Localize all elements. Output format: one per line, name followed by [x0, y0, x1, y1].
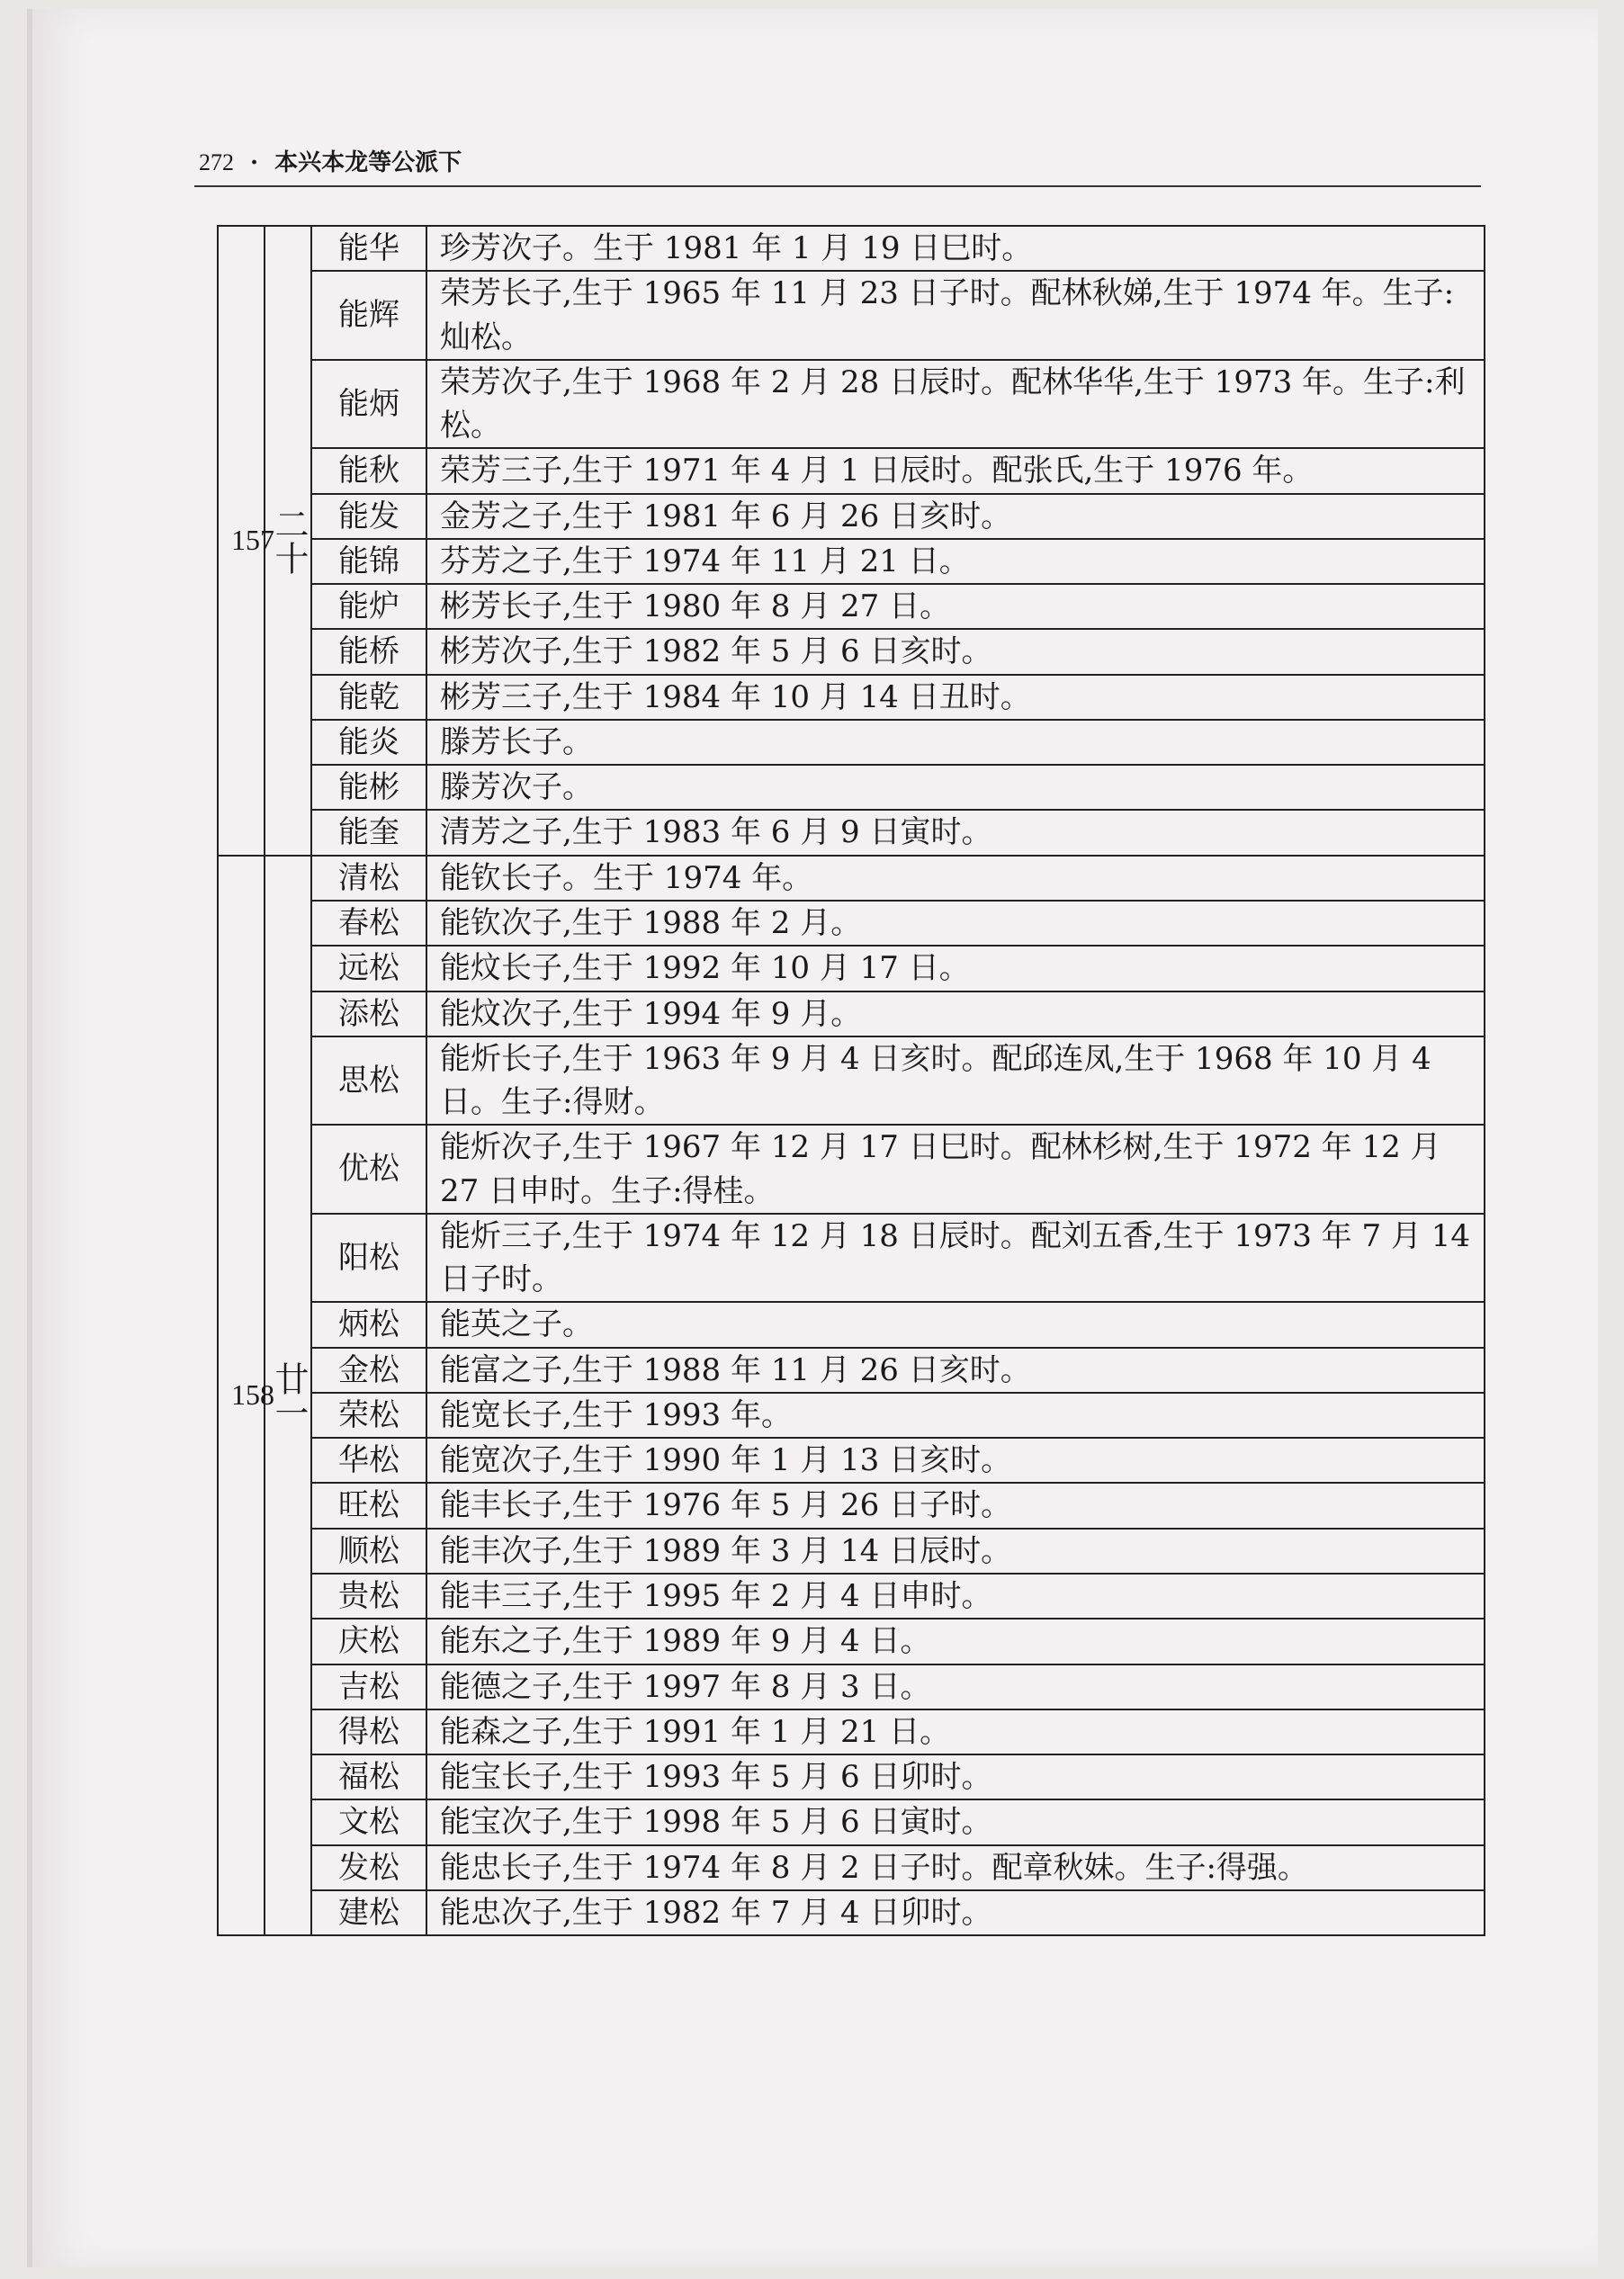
person-description: 能炘长子,生于 1963 年 9 月 4 日亥时。配邱连凤,生于 1968 年 10 月 4 日。生子:得财。	[426, 1036, 1485, 1126]
person-name: 思松	[311, 1036, 426, 1126]
table-row	[218, 539, 1485, 584]
person-name: 能奎	[311, 810, 426, 855]
person-description: 能宽次子,生于 1990 年 1 月 13 日亥时。	[426, 1438, 1485, 1483]
group-number: 157	[218, 226, 265, 856]
person-name: 能炳	[311, 360, 426, 449]
table-row	[218, 360, 1485, 449]
table-row	[218, 1619, 1485, 1664]
person-name: 文松	[311, 1799, 426, 1844]
table-row	[218, 1036, 1485, 1126]
person-description: 能钦长子。生于 1974 年。	[426, 856, 1485, 901]
person-description: 清芳之子,生于 1983 年 6 月 9 日寅时。	[426, 810, 1485, 855]
table-row	[218, 1348, 1485, 1393]
page-number: 272	[199, 149, 234, 175]
person-name: 贵松	[311, 1574, 426, 1619]
person-description: 彬芳长子,生于 1980 年 8 月 27 日。	[426, 584, 1485, 629]
person-name: 吉松	[311, 1664, 426, 1709]
person-name: 顺松	[311, 1529, 426, 1574]
table-row	[218, 1845, 1485, 1890]
table-row	[218, 1302, 1485, 1347]
person-description: 滕芳长子。	[426, 720, 1485, 765]
person-description: 能忠长子,生于 1974 年 8 月 2 日子时。配章秋妹。生子:得强。	[426, 1845, 1485, 1890]
table-row	[218, 1214, 1485, 1303]
person-description: 金芳之子,生于 1981 年 6 月 26 日亥时。	[426, 494, 1485, 539]
person-name: 清松	[311, 856, 426, 901]
table-row	[218, 494, 1485, 539]
person-description: 能炘三子,生于 1974 年 12 月 18 日辰时。配刘五香,生于 1973 年 7 月 14 日子时。	[426, 1214, 1485, 1303]
person-description: 荣芳次子,生于 1968 年 2 月 28 日辰时。配林华华,生于 1973 年。生子:利松。	[426, 360, 1485, 449]
person-description: 能炆长子,生于 1992 年 10 月 17 日。	[426, 946, 1485, 991]
person-name: 能乾	[311, 675, 426, 720]
person-description: 能富之子,生于 1988 年 11 月 26 日亥时。	[426, 1348, 1485, 1393]
person-name: 能炎	[311, 720, 426, 765]
table-row	[218, 271, 1485, 360]
person-name: 能炉	[311, 584, 426, 629]
person-description: 彬芳三子,生于 1984 年 10 月 14 日丑时。	[426, 675, 1485, 720]
person-name: 优松	[311, 1125, 426, 1214]
person-description: 能丰三子,生于 1995 年 2 月 4 日申时。	[426, 1574, 1485, 1619]
person-name: 能华	[311, 226, 426, 271]
generation-label: 二十	[265, 226, 311, 856]
table-row	[218, 946, 1485, 991]
person-name: 建松	[311, 1890, 426, 1935]
person-description: 彬芳次子,生于 1982 年 5 月 6 日亥时。	[426, 629, 1485, 674]
person-description: 能炘次子,生于 1967 年 12 月 17 日巳时。配林杉树,生于 1972 年 12 月 27 日申时。生子:得桂。	[426, 1125, 1485, 1214]
header-separator: ·	[250, 149, 259, 176]
person-description: 荣芳三子,生于 1971 年 4 月 1 日辰时。配张氏,生于 1976 年。	[426, 448, 1485, 493]
header-title: 本兴本龙等公派下	[274, 149, 462, 176]
person-description: 能钦次子,生于 1988 年 2 月。	[426, 901, 1485, 946]
table-row	[218, 1483, 1485, 1528]
table-row	[218, 1574, 1485, 1619]
table-row	[218, 629, 1485, 674]
person-name: 金松	[311, 1348, 426, 1393]
person-name: 能辉	[311, 271, 426, 360]
person-description: 能炆次子,生于 1994 年 9 月。	[426, 991, 1485, 1036]
genealogy-table	[217, 225, 1485, 1936]
person-name: 华松	[311, 1438, 426, 1483]
person-description: 能忠次子,生于 1982 年 7 月 4 日卯时。	[426, 1890, 1485, 1935]
person-description: 能英之子。	[426, 1302, 1485, 1347]
person-name: 庆松	[311, 1619, 426, 1664]
person-name: 阳松	[311, 1214, 426, 1303]
person-name: 能发	[311, 494, 426, 539]
person-name: 能锦	[311, 539, 426, 584]
table-row	[218, 675, 1485, 720]
person-name: 能彬	[311, 765, 426, 810]
group-number: 158	[218, 856, 265, 1935]
table-row	[218, 901, 1485, 946]
person-description: 珍芳次子。生于 1981 年 1 月 19 日巳时。	[426, 226, 1485, 271]
person-description: 能宽长子,生于 1993 年。	[426, 1393, 1485, 1438]
person-name: 能桥	[311, 629, 426, 674]
person-description: 能德之子,生于 1997 年 8 月 3 日。	[426, 1664, 1485, 1709]
person-description: 荣芳长子,生于 1965 年 11 月 23 日子时。配林秋娣,生于 1974 年。生子:灿松。	[426, 271, 1485, 360]
person-description: 能丰次子,生于 1989 年 3 月 14 日辰时。	[426, 1529, 1485, 1574]
person-name: 福松	[311, 1754, 426, 1799]
person-description: 能东之子,生于 1989 年 9 月 4 日。	[426, 1619, 1485, 1664]
table-row	[218, 720, 1485, 765]
person-name: 能秋	[311, 448, 426, 493]
table-row	[218, 1799, 1485, 1844]
person-name: 添松	[311, 991, 426, 1036]
person-description: 能宝长子,生于 1993 年 5 月 6 日卯时。	[426, 1754, 1485, 1799]
table-row	[218, 1393, 1485, 1438]
person-name: 春松	[311, 901, 426, 946]
table-row	[218, 448, 1485, 493]
person-name: 炳松	[311, 1302, 426, 1347]
book-page	[27, 9, 1598, 2267]
table-row	[218, 1125, 1485, 1214]
person-description: 能丰长子,生于 1976 年 5 月 26 日子时。	[426, 1483, 1485, 1528]
person-name: 远松	[311, 946, 426, 991]
person-name: 荣松	[311, 1393, 426, 1438]
person-description: 能森之子,生于 1991 年 1 月 21 日。	[426, 1709, 1485, 1754]
generation-label: 廿一	[265, 856, 311, 1935]
table-row	[218, 1709, 1485, 1754]
person-description: 芬芳之子,生于 1974 年 11 月 21 日。	[426, 539, 1485, 584]
table-row	[218, 1664, 1485, 1709]
table-row	[218, 584, 1485, 629]
table-row	[218, 1754, 1485, 1799]
table-row	[218, 810, 1485, 855]
header-rule	[194, 185, 1481, 187]
person-name: 发松	[311, 1845, 426, 1890]
table-row	[218, 1890, 1485, 1935]
table-row	[218, 226, 1485, 271]
table-row	[218, 991, 1485, 1036]
person-description: 能宝次子,生于 1998 年 5 月 6 日寅时。	[426, 1799, 1485, 1844]
person-description: 滕芳次子。	[426, 765, 1485, 810]
running-header	[199, 144, 1476, 177]
table-row	[218, 765, 1485, 810]
table-row	[218, 856, 1485, 901]
person-name: 得松	[311, 1709, 426, 1754]
person-name: 旺松	[311, 1483, 426, 1528]
table-row	[218, 1438, 1485, 1483]
table-row	[218, 1529, 1485, 1574]
